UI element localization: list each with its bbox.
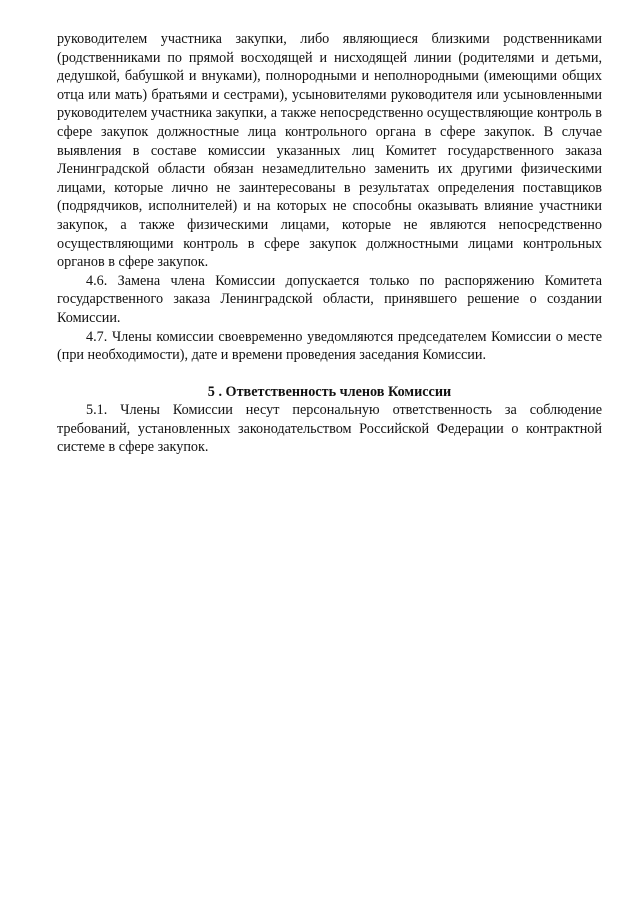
section-heading-5: 5 . Ответственность членов Комиссии	[207, 383, 452, 400]
paragraph-4-7: 4.7. Члены комиссии своевременно уведомляются председателем Комиссии о месте (при необходимости), дате и времени проведения заседания Комиссии.	[57, 328, 602, 364]
paragraph-4-6: 4.6. Замена члена Комиссии допускается только по распоряжению Комитета государственного заказа Ленинградской области, принявшего решение о создании Комиссии.	[57, 272, 602, 326]
paragraph-commission-exclusion: руководителем участника закупки, либо являющиеся близкими родственниками (родственниками по прямой восходящей и нисходящей линии (родителями и детьми, дедушкой, бабушкой и внуками), полнородными и неполнородными (имеющими общих отца или мать) братьями и сестрами), усыновителями руководителя или усыновленными руководителем участника закупки, а также непосредственно осуществляющие контроль в сфере закупок должностные лица контрольного органа в сфере закупок. В случае выявления в составе комиссии указанных лиц Комитет государственного заказа Ленинградской области обязан незамедлительно заменить их другими физическими лицами, которые лично не заинтересованы в результатах определения поставщиков (подрядчиков, исполнителей) и на которых не способны оказывать влияние участники закупок, а также физическими лицами, которые не являются непосредственно осуществляющими контроль в сфере закупок должностными лицами контрольных органов в сфере закупок.	[57, 31, 602, 271]
paragraph-5-1: 5.1. Члены Комиссии несут персональную ответственность за соблюдение требований, установленных законодательством Российской Федерации о контрактной системе в сфере закупок.	[57, 402, 602, 456]
document-page	[57, 30, 602, 457]
